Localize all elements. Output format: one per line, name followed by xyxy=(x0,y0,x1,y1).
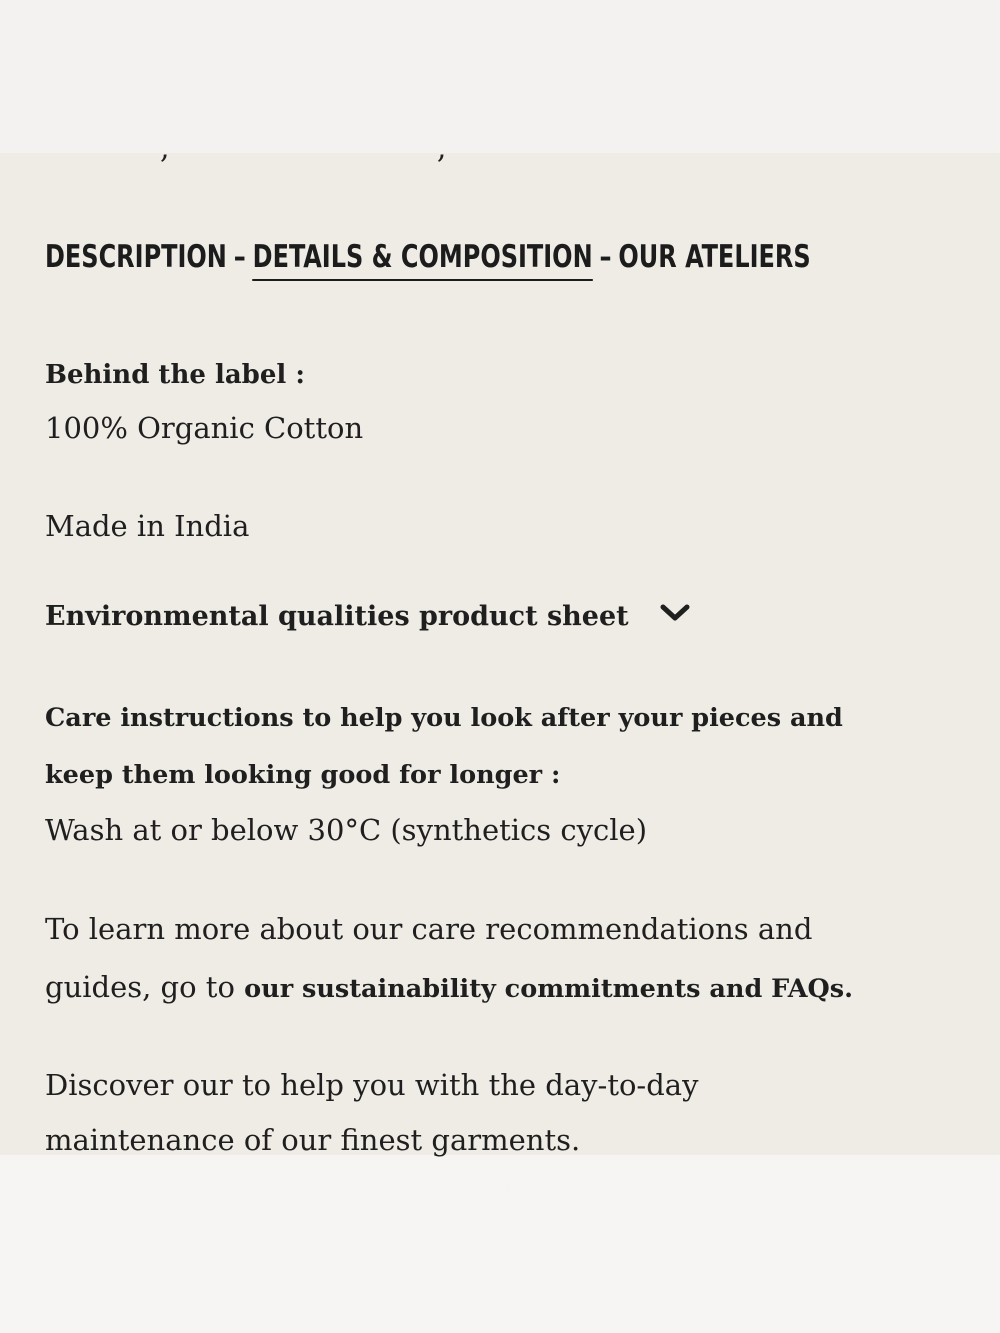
tab-description[interactable]: DESCRIPTION xyxy=(45,239,227,275)
tab-separator: – xyxy=(233,239,246,275)
clipped-previous-text: , , xyxy=(160,131,449,166)
learn-more-line1: To learn more about our care recommendations and xyxy=(45,912,813,946)
tab-separator: – xyxy=(599,239,612,275)
tab-our-ateliers[interactable]: OUR ATELIERS xyxy=(618,239,811,275)
environmental-sheet-toggle[interactable] xyxy=(45,601,690,632)
learn-more-prefix: guides, go to xyxy=(45,970,235,1004)
environmental-sheet-label: Environmental qualities product sheet xyxy=(45,601,629,632)
product-tabs xyxy=(45,239,811,281)
behind-label-heading: Behind the label : xyxy=(45,360,305,390)
origin-text: Made in India xyxy=(45,509,250,543)
tab-details-composition[interactable]: DETAILS & COMPOSITION xyxy=(253,239,593,281)
discover-line2: maintenance of our finest garments. xyxy=(45,1123,581,1157)
discover-line1: Discover our to help you with the day-to-day xyxy=(45,1068,699,1102)
composition-text: 100% Organic Cotton xyxy=(45,411,364,445)
care-heading-line1: Care instructions to help you look after your pieces and xyxy=(45,703,843,733)
chevron-down-icon xyxy=(660,599,690,630)
care-heading-line2: keep them looking good for longer : xyxy=(45,760,561,790)
sustainability-faq-link[interactable]: our sustainability commitments and FAQs. xyxy=(244,974,854,1004)
wash-instruction: Wash at or below 30°C (synthetics cycle) xyxy=(45,813,648,847)
product-info-panel xyxy=(0,131,1000,1157)
learn-more-line2 xyxy=(45,970,853,1004)
